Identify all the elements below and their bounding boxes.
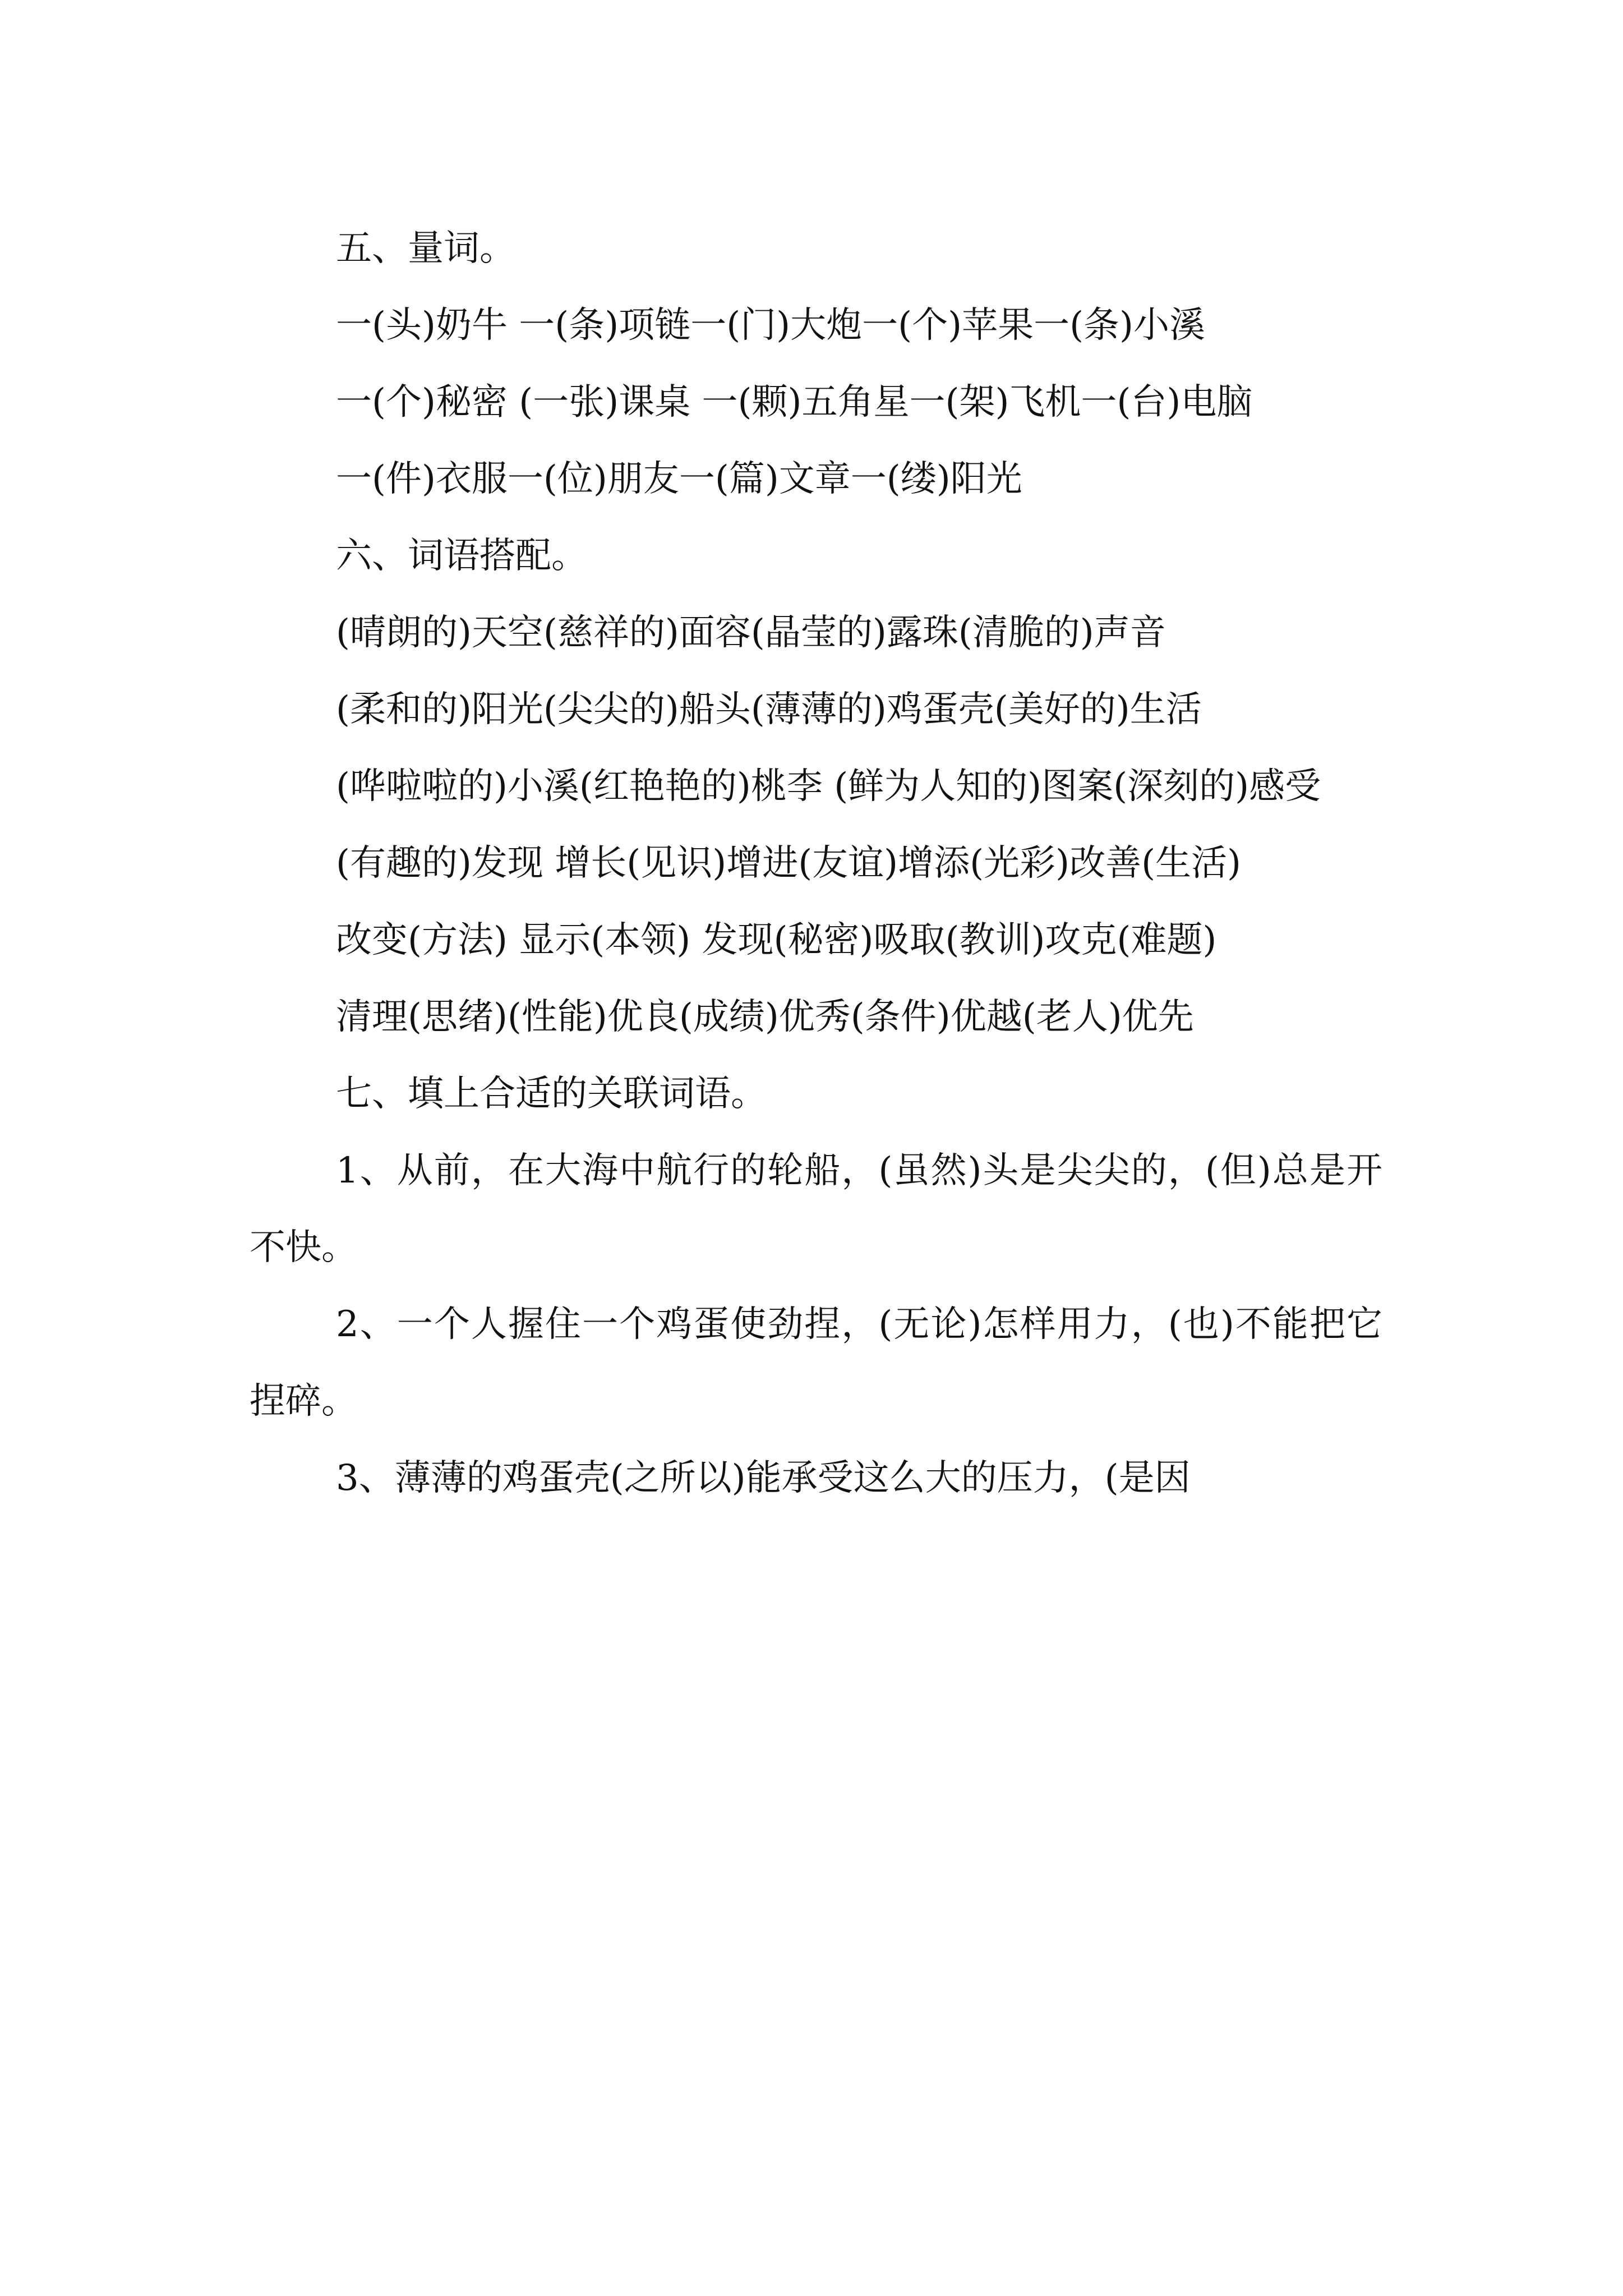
conjunction-item-1: 1、从前，在大海中航行的轮船，(虽然)头是尖尖的，(但)总是开不快。	[250, 1150, 1382, 1268]
document-body	[250, 210, 1382, 1517]
conjunction-item-3: 3、薄薄的鸡蛋壳(之所以)能承受这么大的压力，(是因	[336, 1457, 1191, 1499]
section-heading-measure-words: 五、量词。	[336, 228, 515, 269]
measure-words-line-2: 一(个)秘密 (一张)课桌 一(颗)五角星一(架)飞机一(台)电脑	[336, 381, 1253, 423]
section-heading-conjunctions: 七、填上合适的关联词语。	[336, 1073, 767, 1115]
word-matching-line-4: (有趣的)发现 增长(见识)增进(友谊)增添(光彩)改善(生活)	[336, 843, 1242, 884]
word-matching-line-3: (哗啦啦的)小溪(红艳艳的)桃李 (鲜为人知的)图案(深刻的)感受	[336, 766, 1321, 807]
word-matching-line-1: (晴朗的)天空(慈祥的)面容(晶莹的)露珠(清脆的)声音	[336, 612, 1166, 654]
word-matching-line-5: 改变(方法) 显示(本领) 发现(秘密)吸取(教训)攻克(难题)	[336, 919, 1217, 961]
conjunction-item-2: 2、一个人握住一个鸡蛋使劲捏，(无论)怎样用力，(也)不能把它捏碎。	[250, 1304, 1382, 1422]
word-matching-line-6: 清理(思绪)(性能)优良(成绩)优秀(条件)优越(老人)优先	[336, 996, 1194, 1038]
section-heading-word-matching: 六、词语搭配。	[336, 535, 587, 577]
word-matching-line-2: (柔和的)阳光(尖尖的)船头(薄薄的)鸡蛋壳(美好的)生活	[336, 689, 1202, 730]
measure-words-line-3: 一(件)衣服一(位)朋友一(篇)文章一(缕)阳光	[336, 458, 1022, 500]
measure-words-line-1: 一(头)奶牛 一(条)项链一(门)大炮一(个)苹果一(条)小溪	[336, 305, 1206, 346]
